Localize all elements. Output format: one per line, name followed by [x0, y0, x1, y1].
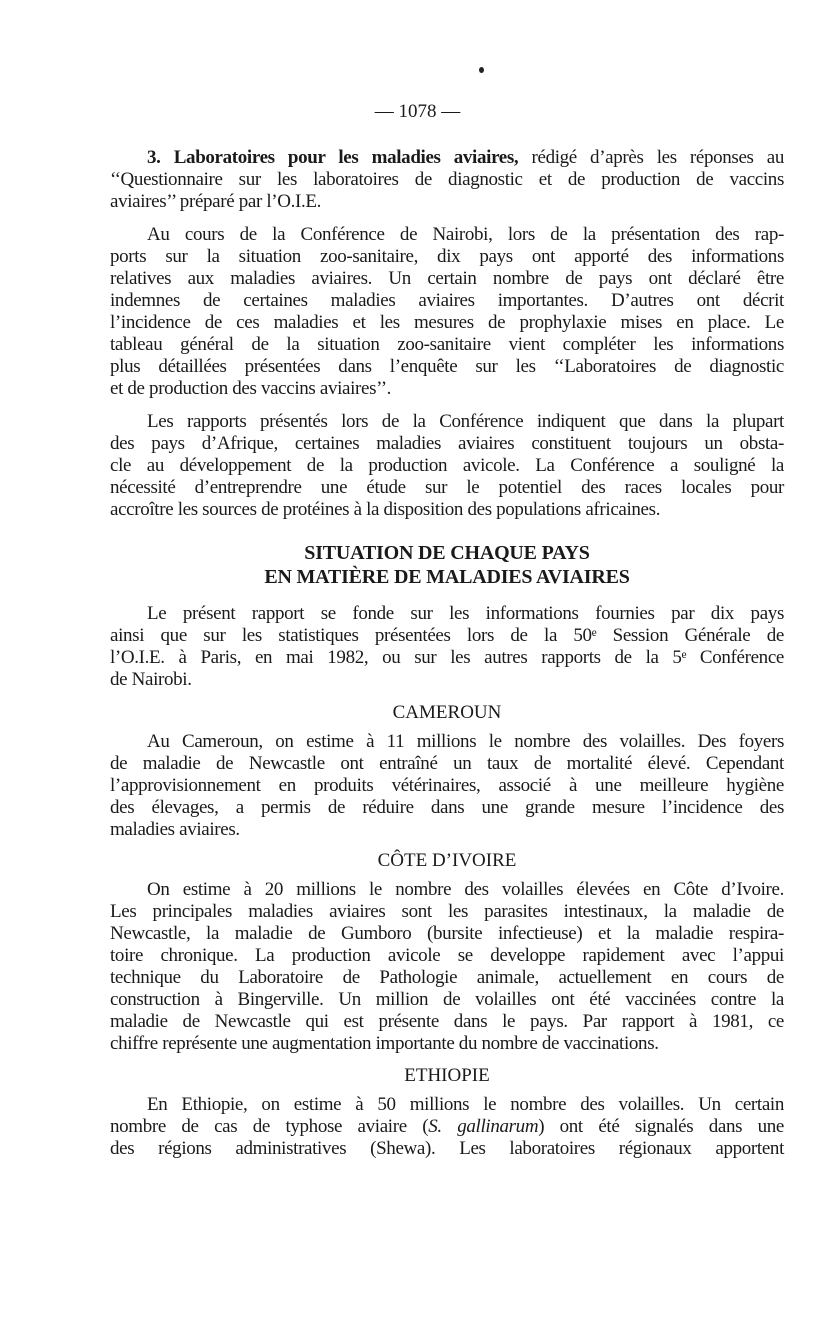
text-line: des pays d’Afrique, certaines maladies aviaires constituent toujours un obsta- — [110, 433, 784, 454]
text-line: l’O.I.E. à Paris, en mai 1982, ou sur les autres rapports de la 5ᵉ Conférence — [110, 647, 784, 668]
text-line: des élevages, a permis de réduire dans une grande mesure l’incidence des — [110, 797, 784, 818]
text-line: chiffre représente une augmentation importante du nombre de vaccinations. — [110, 1033, 659, 1054]
text-line: et de production des vaccins aviaires’’. — [110, 378, 392, 399]
text-segment: ) ont été signalés dans une — [538, 1116, 785, 1137]
text-line: tableau général de la situation zoo-sanitaire vient compléter les informations — [110, 334, 784, 355]
paragraph — [110, 603, 784, 691]
text-line: toire chronique. La production avicole se developpe rapidement avec l’appui — [110, 945, 784, 966]
text-line: construction à Bingerville. Un million de volailles ont été vaccinées contre la — [110, 989, 784, 1010]
page-number: — 1078 — — [374, 101, 461, 122]
text-line: de maladie de Newcastle ont entraîné un taux de mortalité élevé. Cependant — [110, 753, 784, 774]
text-line: cle au développement de la production avicole. La Conférence a souligné la — [110, 455, 784, 476]
paragraph — [110, 879, 784, 1055]
text-line: En Ethiopie, on estime à 50 millions le nombre des volailles. Un certain — [147, 1094, 784, 1115]
text-line: maladies aviaires. — [110, 819, 240, 840]
text-line: nécessité d’entreprendre une étude sur le potentiel des races locales pour — [110, 477, 784, 498]
text-line: Les rapports présentés lors de la Conférence indiquent que dans la plupart — [147, 411, 784, 432]
text-line: des régions administratives (Shewa). Les laboratoires régionaux apportent — [110, 1138, 784, 1159]
text-line: relatives aux maladies aviaires. Un certain nombre de pays ont déclaré être — [110, 268, 784, 289]
text-line: ports sur la situation zoo-sanitaire, dix pays ont apporté des informations — [110, 246, 784, 267]
section-heading-line-1: SITUATION DE CHAQUE PAYS — [304, 542, 590, 564]
text-line: ainsi que sur les statistiques présentées lors de la 50ᵉ Session Générale de — [110, 625, 784, 646]
paragraph — [110, 147, 784, 213]
paragraph — [110, 731, 784, 841]
country-heading-cote-divoire: CÔTE D’IVOIRE — [377, 850, 517, 871]
text-segment: rédigé d’après les réponses au — [518, 147, 785, 168]
country-heading-cameroun: CAMEROUN — [392, 702, 502, 723]
text-line: Au Cameroun, on estime à 11 millions le nombre des volailles. Des foyers — [147, 731, 784, 752]
text-line: technique du Laboratoire de Pathologie animale, actuellement en cours de — [110, 967, 784, 988]
text-line: Newcastle, la maladie de Gumboro (bursite infectieuse) et la maladie respira- — [110, 923, 784, 944]
text-line: Au cours de la Conférence de Nairobi, lors de la présentation des rap- — [147, 224, 784, 245]
bold-text: 3. Laboratoires pour les maladies aviaires, — [147, 147, 519, 168]
paragraph — [110, 411, 784, 521]
paragraph — [110, 1094, 784, 1160]
text-line: de Nairobi. — [110, 669, 192, 690]
text-line: l’incidence de ces maladies et les mesures de prophylaxie mises en place. Le — [110, 312, 784, 333]
scan-speck — [479, 67, 484, 73]
section-heading — [110, 541, 784, 589]
italic-text: S. gallinarum — [428, 1116, 539, 1137]
section-heading-line-2: EN MATIÈRE DE MALADIES AVIAIRES — [264, 566, 630, 588]
text-line: ‘‘Questionnaire sur les laboratoires de diagnostic et de production de vaccins — [110, 169, 784, 190]
text-line: accroître les sources de protéines à la disposition des populations africaines. — [110, 499, 661, 520]
country-heading-ethiopie: ETHIOPIE — [404, 1065, 490, 1086]
text-line — [110, 1116, 784, 1138]
text-line: Les principales maladies aviaires sont les parasites intestinaux, la maladie de — [110, 901, 784, 922]
paragraph — [110, 224, 784, 400]
text-line: indemnes de certaines maladies aviaires importantes. D’autres ont décrit — [110, 290, 784, 311]
text-line: On estime à 20 millions le nombre des volailles élevées en Côte d’Ivoire. — [147, 879, 784, 900]
text-line — [110, 147, 784, 169]
text-line: plus détaillées présentées dans l’enquête sur les ‘‘Laboratoires de diagnostic — [110, 356, 784, 377]
text-line: aviaires’’ préparé par l’O.I.E. — [110, 191, 322, 212]
text-line: Le présent rapport se fonde sur les informations fournies par dix pays — [147, 603, 784, 624]
text-line: l’approvisionnement en produits vétérinaires, associé à une meilleure hygiène — [110, 775, 784, 796]
text-segment: nombre de cas de typhose aviaire ( — [110, 1116, 429, 1137]
text-line: maladie de Newcastle qui est présente dans le pays. Par rapport à 1981, ce — [110, 1011, 784, 1032]
